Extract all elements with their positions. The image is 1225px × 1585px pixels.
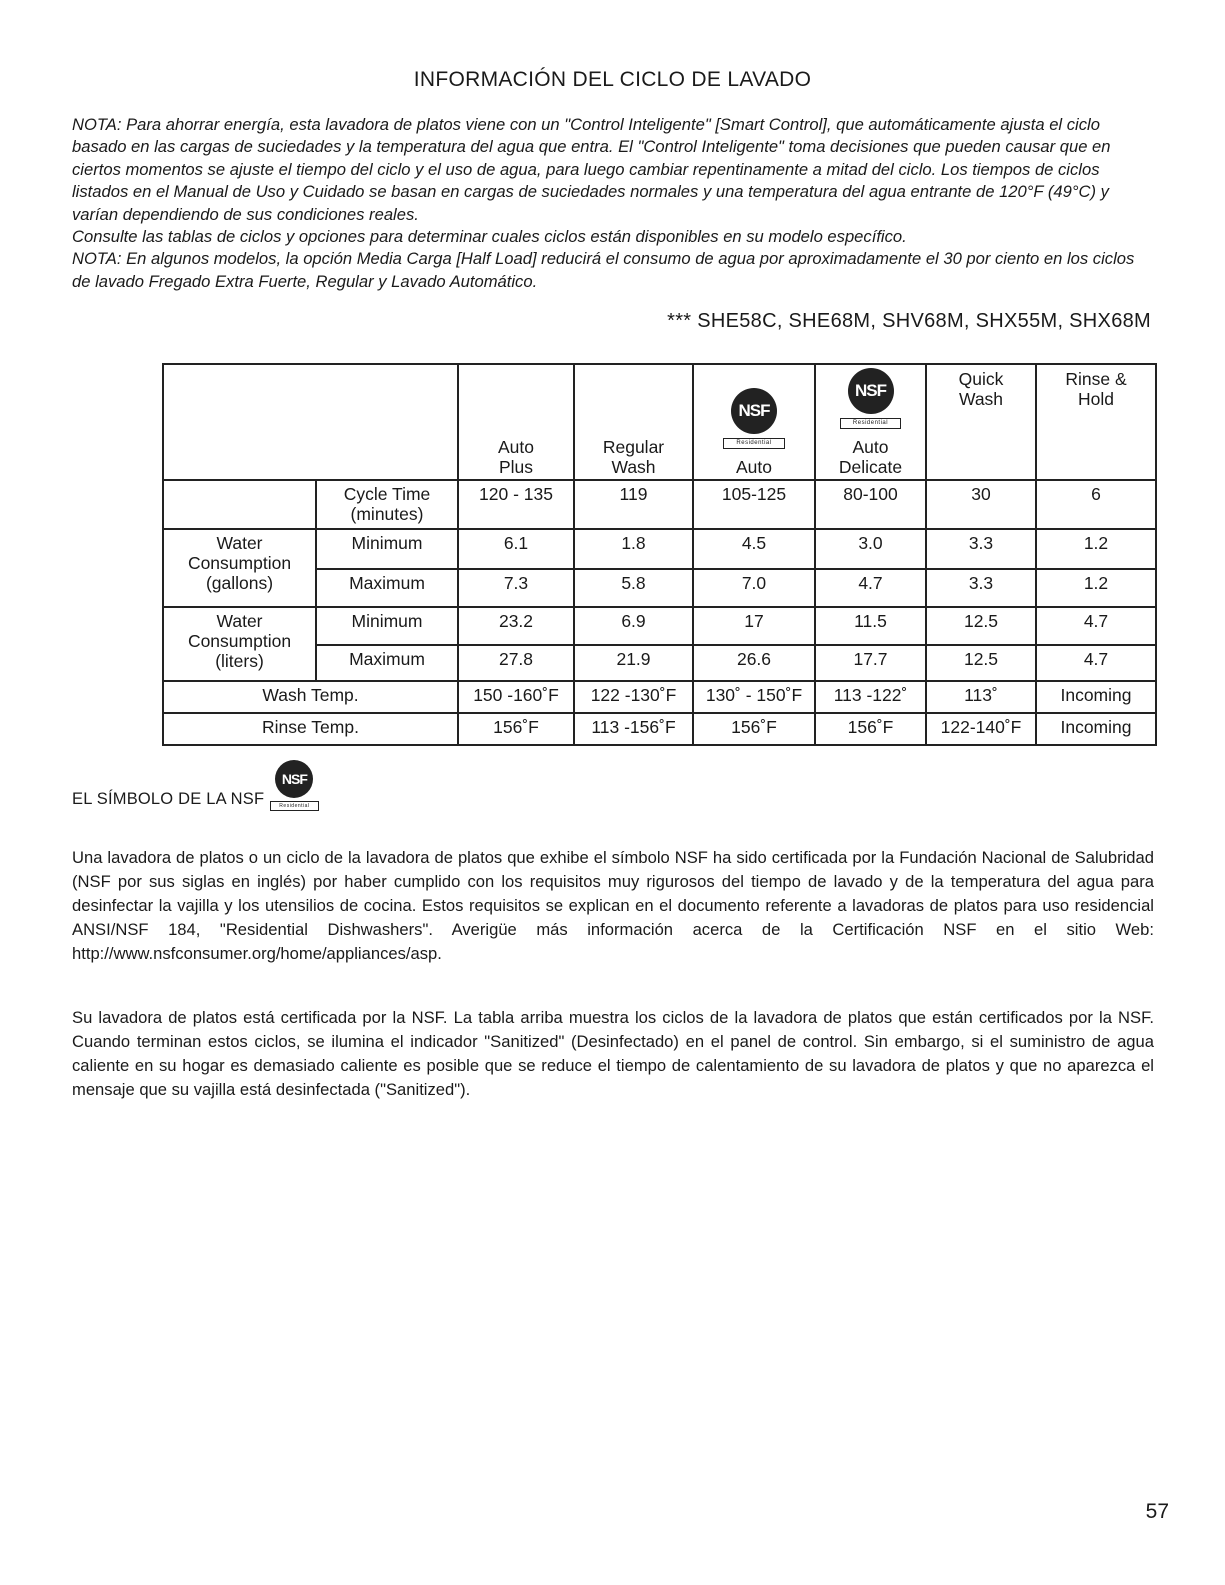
table-cell: 1.8 <box>574 529 693 569</box>
table-cell: 130˚ - 150˚F <box>693 681 815 713</box>
table-cell: Incoming <box>1036 713 1156 745</box>
col-label: Auto <box>852 437 889 457</box>
col-header-auto-delicate <box>815 364 926 480</box>
row-group-water-liters <box>163 607 316 681</box>
nsf-logo-icon <box>840 368 901 429</box>
table-cell: 4.5 <box>693 529 815 569</box>
row-label-maximum: Maximum <box>316 569 458 607</box>
table-cell: 12.5 <box>926 645 1036 681</box>
group-label-2: Consumption <box>187 631 292 651</box>
table-cell: 11.5 <box>815 607 926 645</box>
table-cell: Incoming <box>1036 681 1156 713</box>
table-cell: 156˚F <box>458 713 574 745</box>
col-label-2: Wash <box>611 457 656 477</box>
table-cell: 27.8 <box>458 645 574 681</box>
table-cell: 113 -122˚ <box>815 681 926 713</box>
row-label-cycle-time <box>316 480 458 529</box>
table-cell: 17.7 <box>815 645 926 681</box>
row-label-2: (minutes) <box>350 504 424 524</box>
row-group-water-gallons <box>163 529 316 607</box>
note-smart-control: NOTA: Para ahorrar energía, esta lavadora de platos viene con un "Control Inteligente" [Smart Control], que automáticamente ajusta el ciclo basado en las cargas de suciedades y la temperatura del agua que entra. El "Control Inteligente" toma decisiones que pueden causar que en ciertos momentos se ajuste el tiempo del ciclo y el uso de agua, para luego cambiar repentinamente a mitad del ciclo. Los tiempos de ciclos listados en el Manual de Uso y Cuidado se basan en cargas de suciedades normales y una temperatura del agua entrante de 120°F (49°C) y varían dependiendo de sus condiciones reales. <box>72 115 1111 224</box>
col-label-2: Hold <box>1078 389 1114 409</box>
row-label-minimum: Minimum <box>316 529 458 569</box>
table-cell: 23.2 <box>458 607 574 645</box>
table-cell: 119 <box>574 480 693 529</box>
table-cell: 26.6 <box>693 645 815 681</box>
table-header-row <box>163 364 1156 480</box>
table-cell: 6.1 <box>458 529 574 569</box>
group-label-3: (gallons) <box>205 573 274 593</box>
table-row-liters-min <box>163 607 1156 645</box>
table-cell: 1.2 <box>1036 569 1156 607</box>
table-row-wash-temp <box>163 681 1156 713</box>
nsf-symbol-heading <box>72 760 319 811</box>
col-label-2: Wash <box>958 389 1004 409</box>
cycle-info-table <box>162 363 1157 746</box>
table-row-rinse-temp <box>163 713 1156 745</box>
group-label: Water <box>216 533 263 553</box>
group-label: Water <box>216 611 263 631</box>
table-cell: 122-140˚F <box>926 713 1036 745</box>
table-cell: 4.7 <box>1036 645 1156 681</box>
nsf-mark: NSF <box>731 388 777 434</box>
table-cell: 6 <box>1036 480 1156 529</box>
row-label-maximum: Maximum <box>316 645 458 681</box>
model-list: *** SHE58C, SHE68M, SHV68M, SHX55M, SHX68M <box>667 310 1151 332</box>
table-cell: 5.8 <box>574 569 693 607</box>
table-cell: 7.3 <box>458 569 574 607</box>
col-label: Rinse & <box>1065 369 1127 389</box>
group-label-2: Consumption <box>187 553 292 573</box>
table-cell: 150 -160˚F <box>458 681 574 713</box>
col-label: Auto <box>736 457 772 477</box>
table-cell: 3.3 <box>926 529 1036 569</box>
note-consult-tables: Consulte las tablas de ciclos y opciones para determinar cuales ciclos están disponibles en su modelo específico. <box>72 227 907 247</box>
table-row-gallons-min <box>163 529 1156 569</box>
table-cell: 156˚F <box>815 713 926 745</box>
notes <box>72 114 1154 293</box>
nsf-paragraph-2: Su lavadora de platos está certificada por la NSF. La tabla arriba muestra los ciclos de la lavadora de platos que están certificados por la NSF. Cuando terminan estos ciclos, se ilumina el indicador "Sanitized" (Desinfectado) en el panel de control. Sin embargo, si el suministro de agua caliente en su hogar es demasiado caliente es posible que se reduce el tiempo de calentamiento de su lavadora de platos y que no aparezca el mensaje que su vajilla está desinfectada ("Sanitized"). <box>72 1008 1154 1099</box>
table-cell: 113˚ <box>926 681 1036 713</box>
table-cell: 3.0 <box>815 529 926 569</box>
table-cell: 122 -130˚F <box>574 681 693 713</box>
nsf-paragraph-1: Una lavadora de platos o un ciclo de la lavadora de platos que exhibe el símbolo NSF ha sido certificada por la Fundación Nacional de Salubridad (NSF por sus siglas en inglés) por haber cumplido con los requisitos muy rigurosos del tiempo de lavado y de la temperatura del agua para desinfectar la vajilla y los utensilios de cocina. Estos requisitos se explican en el documento referente a lavadoras de platos para uso residencial ANSI/NSF 184, "Residential Dishwashers". Averigüe más información acerca de la Certificación NSF en el sitio Web: http://www.nsfconsumer.org/home/appliances/asp. <box>72 848 1154 963</box>
page-title: INFORMACIÓN DEL CICLO DE LAVADO <box>413 68 812 91</box>
col-label-2: Delicate <box>838 457 903 477</box>
table-cell: 21.9 <box>574 645 693 681</box>
table-cell: 3.3 <box>926 569 1036 607</box>
nsf-mark: NSF <box>275 760 313 798</box>
col-label-2: Plus <box>498 457 534 477</box>
table-cell: 30 <box>926 480 1036 529</box>
col-label: Regular <box>602 437 665 457</box>
table-cell: 113 -156˚F <box>574 713 693 745</box>
note-half-load: NOTA: En algunos modelos, la opción Media Carga [Half Load] reducirá el consumo de agua por aproximadamente el 30 por ciento en los ciclos de lavado Fregado Extra Fuerte, Regular y Lavado Automático. <box>72 249 1135 291</box>
col-header-auto <box>693 364 815 480</box>
table-cell: 80-100 <box>815 480 926 529</box>
col-header-regular-wash <box>574 364 693 480</box>
empty-cell <box>163 480 316 529</box>
col-header-auto-plus <box>458 364 574 480</box>
row-label-minimum: Minimum <box>316 607 458 645</box>
table-cell: 1.2 <box>1036 529 1156 569</box>
row-label-wash-temp: Wash Temp. <box>163 681 458 713</box>
table-cell: 7.0 <box>693 569 815 607</box>
row-label: Cycle Time <box>343 484 431 504</box>
table-cell: 17 <box>693 607 815 645</box>
nsf-logo-icon <box>723 388 784 449</box>
nsf-band: Residential <box>270 801 318 811</box>
col-label: Quick <box>958 369 1004 389</box>
nsf-logo-icon <box>270 760 318 811</box>
col-header-quick-wash <box>926 364 1036 480</box>
table-cell: 105-125 <box>693 480 815 529</box>
nsf-section-title: EL SÍMBOLO DE LA NSF <box>72 790 265 808</box>
table-cell: 12.5 <box>926 607 1036 645</box>
row-label-rinse-temp: Rinse Temp. <box>163 713 458 745</box>
nsf-band: Residential <box>840 418 901 429</box>
table-row-cycle-time <box>163 480 1156 529</box>
table-cell: 4.7 <box>815 569 926 607</box>
table-cell: 4.7 <box>1036 607 1156 645</box>
col-label: Auto <box>498 437 534 457</box>
page-number: 57 <box>1145 1500 1169 1523</box>
table-cell: 6.9 <box>574 607 693 645</box>
table-cell: 120 - 135 <box>458 480 574 529</box>
table-cell: 156˚F <box>693 713 815 745</box>
col-header-rinse-hold <box>1036 364 1156 480</box>
group-label-3: (liters) <box>215 651 264 671</box>
header-empty-cell <box>163 364 458 480</box>
nsf-band: Residential <box>723 438 784 449</box>
nsf-mark: NSF <box>848 368 894 414</box>
